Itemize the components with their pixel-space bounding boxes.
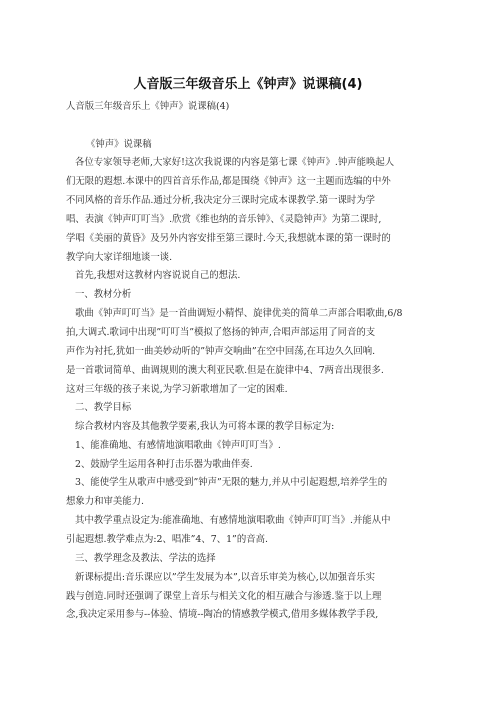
paragraph-line: 念,我决定采用参与--体验、情境--陶冶的情感教学模式,借用多媒体教学手段, [66, 609, 379, 620]
paragraph-line: 其中教学重点设定为:能准确地、有感情地演唱歌曲《钟声叮叮当》.并能从中 [75, 515, 391, 526]
list-item: 2、鼓励学生运用各种打击乐器为歌曲伴奏. [75, 459, 253, 470]
list-item: 3、能使学生从歌声中感受到”钟声”无限的魅力,并从中引起遐想,培养学生的 [75, 477, 388, 488]
section-heading: 一、教材分析 [75, 289, 132, 300]
list-item: 1、能准确地、有感情地演唱歌曲《钟声叮叮当》. [75, 440, 281, 451]
paragraph-line: 引起遐想.教学难点为:2、唱准”4、7、1”的音高. [66, 534, 268, 545]
paragraph-line: 综合教材内容及其他教学要素,我认为可将本课的教学目标定为: [75, 421, 335, 432]
paragraph-line: 想象力和审美能力. [66, 496, 144, 507]
paragraph-line: 这对三年级的孩子来说,为学习新歌增加了一定的困难. [66, 384, 288, 395]
paragraph-line: 学唱《美丽的黄昏》及另外内容安排至第三课时.今天,我想就本课的第一课时的 [66, 233, 391, 244]
paragraph-line: 新课标提出:音乐课应以”学生发展为本”,以音乐审美为核心,以加强音乐实 [75, 572, 375, 583]
paragraph-line: 践与创造.同时还强调了课堂上音乐与相关文化的相互融合与渗透.鉴于以上理 [66, 591, 382, 602]
paragraph-line: 教学向大家详细地谈一谈. [66, 252, 173, 263]
paragraph-line: 声作为衬托,犹如一曲美妙动听的”钟声交响曲”在空中回荡,在耳边久久回响. [66, 346, 376, 357]
paragraph-line: 是一首歌词简单、曲调规则的澳大利亚民歌.但是在旋律中4、7两音出现很多. [66, 365, 384, 376]
paragraph-line: 拍,大调式.歌词中出现”叮叮当”模拟了悠扬的钟声,合唱声部运用了同音的支 [66, 327, 376, 338]
document-subtitle: 人音版三年级音乐上《钟声》说课稿(4) [66, 101, 230, 112]
section-heading: 二、教学目标 [75, 402, 132, 413]
paragraph-line: 歌曲《钟声叮叮当》是一首曲调短小精悍、旋律优美的简单二声部合唱歌曲,6/8 [75, 308, 403, 319]
paragraph-line: 各位专家领导老师,大家好!这次我说课的内容是第七课《钟声》.钟声能唤起人 [75, 157, 395, 168]
paragraph-line: 《钟声》说课稿 [86, 139, 152, 150]
paragraph-line: 唱、表演《钟声叮叮当》.欣赏《维也纳的音乐钟》、《灵隐钟声》为第二课时, [66, 214, 382, 225]
section-heading: 三、教学理念及教法、学法的选择 [75, 553, 216, 564]
paragraph-line: 们无限的遐想.本课中的四首音乐作品,都是围绕《钟声》这一主题而选编的中外 [66, 176, 391, 187]
paragraph-line: 首先,我想对这教材内容说说自己的想法. [75, 270, 241, 281]
paragraph-line: 不同风格的音乐作品.通过分析,我决定分三课时完成本课教学.第一课时为学 [66, 195, 375, 206]
document-title: 人音版三年级音乐上《钟声》说课稿(4) [133, 77, 363, 92]
